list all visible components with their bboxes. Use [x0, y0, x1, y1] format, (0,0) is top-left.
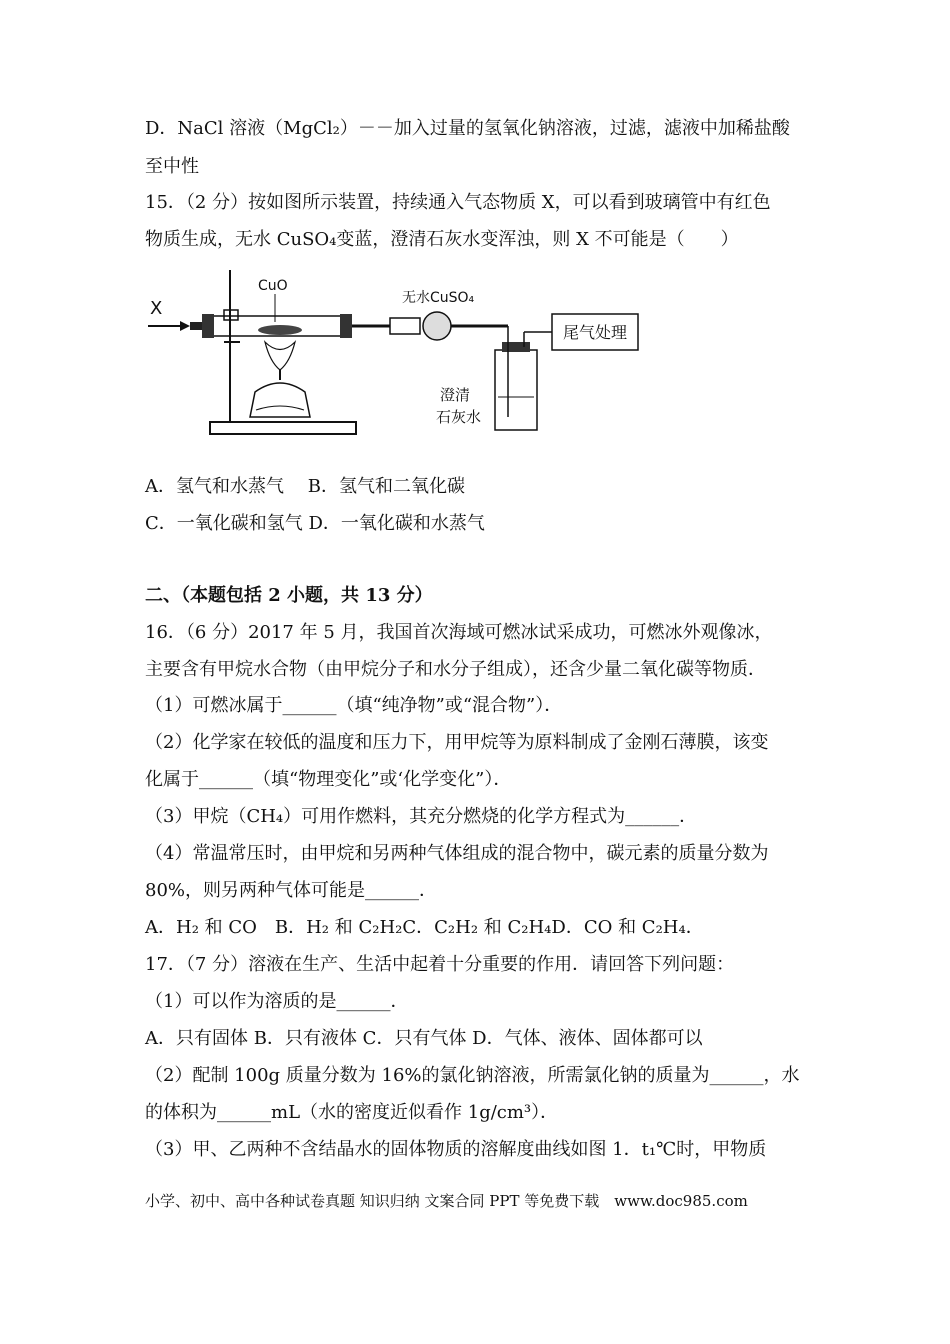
cuso4-bulb: [423, 312, 451, 340]
question-17-part1-options: A．只有固体 B．只有液体 C．只有气体 D．气体、液体、固体都可以: [145, 1028, 703, 1049]
apparatus-diagram: [140, 262, 660, 442]
cuso4-label: 无水CuSO₄: [402, 290, 475, 306]
limewater-label-1: 澄清: [440, 386, 471, 404]
stand-base: [210, 422, 356, 434]
tube-stopper-left: [202, 314, 214, 338]
question-16-part3: （3）甲烷（CH₄）可用作燃料，其充分燃烧的化学方程式为______．: [145, 806, 698, 827]
inlet-connector: [190, 322, 204, 330]
tube-stopper-right: [340, 314, 352, 338]
question-16-options: A．H₂ 和 CO B．H₂ 和 C₂H₂C．C₂H₂ 和 C₂H₄D．CO 和 C₂H₄．: [145, 917, 704, 938]
question-15-option-ab: A．氢气和水蒸气 B．氢气和二氧化碳: [145, 476, 465, 497]
section-2-heading: 二、（本题包括 2 小题，共 13 分）: [145, 585, 433, 606]
question-16-part2-line2: 化属于______（填“物理变化”或‘化学变化”）．: [145, 769, 512, 790]
tail-gas-label: 尾气处理: [563, 323, 628, 342]
x-label: X: [150, 298, 163, 319]
lamp-liquid: [256, 406, 304, 410]
question-15-line1: 15．（2 分）按如图所示装置，持续通入气态物质 X，可以看到玻璃管中有红色: [145, 192, 771, 213]
question-16-part2-line1: （2）化学家在较低的温度和压力下，用甲烷等为原料制成了金刚石薄膜，该变: [145, 732, 769, 753]
question-15-line2: 物质生成，无水 CuSO₄变蓝，澄清石灰水变浑浊，则 X 不可能是（ ）: [145, 229, 739, 250]
question-17-part3-line1: （3）甲、乙两种不含结晶水的固体物质的溶解度曲线如图 1．t₁℃时，甲物质: [145, 1139, 767, 1160]
question-15-option-cd: C．一氧化碳和氢气 D．一氧化碳和水蒸气: [145, 513, 485, 534]
line-d-option-cont: 至中性: [145, 156, 199, 177]
question-16-line1: 16．（6 分）2017 年 5 月，我国首次海域可燃冰试采成功，可燃冰外观像冰，: [145, 622, 773, 643]
page-footer: 小学、初中、高中各种试卷真题 知识归纳 文案合同 PPT 等免费下载 www.doc985.com: [145, 1192, 748, 1210]
cuo-label: CuO: [258, 278, 288, 294]
question-17-part2-line2: 的体积为______mL（水的密度近似看作 1g/cm³）．: [145, 1102, 559, 1123]
cuso4-tube: [390, 318, 420, 334]
line-d-option: D．NaCl 溶液（MgCl₂）－－加入过量的氢氧化钠溶液，过滤，滤液中加稀盐酸: [145, 118, 790, 139]
limewater-label-2: 石灰水: [436, 408, 482, 426]
cuo-powder: [258, 325, 302, 335]
question-17-part1: （1）可以作为溶质的是______．: [145, 991, 409, 1012]
question-16-part4-line2: 80%，则另两种气体可能是______．: [145, 880, 438, 901]
question-16-part1: （1）可燃冰属于______（填“纯净物”或“混合物”）．: [145, 695, 563, 716]
bottle-stopper: [502, 342, 530, 352]
flame: [265, 342, 295, 370]
question-17-part2-line1: （2）配制 100g 质量分数为 16%的氯化钠溶液，所需氯化钠的质量为______，水: [145, 1065, 800, 1086]
alcohol-lamp: [250, 383, 310, 417]
limewater-bottle: [495, 350, 537, 430]
question-16-line2: 主要含有甲烷水合物（由甲烷分子和水分子组成），还含少量二氧化碳等物质．: [145, 659, 766, 680]
question-17-line1: 17．（7 分）溶液在生产、生活中起着十分重要的作用．请回答下列问题：: [145, 954, 735, 975]
question-16-part4-line1: （4）常温常压时，由甲烷和另两种气体组成的混合物中，碳元素的质量分数为: [145, 843, 769, 864]
inlet-arrowhead: [180, 321, 190, 331]
